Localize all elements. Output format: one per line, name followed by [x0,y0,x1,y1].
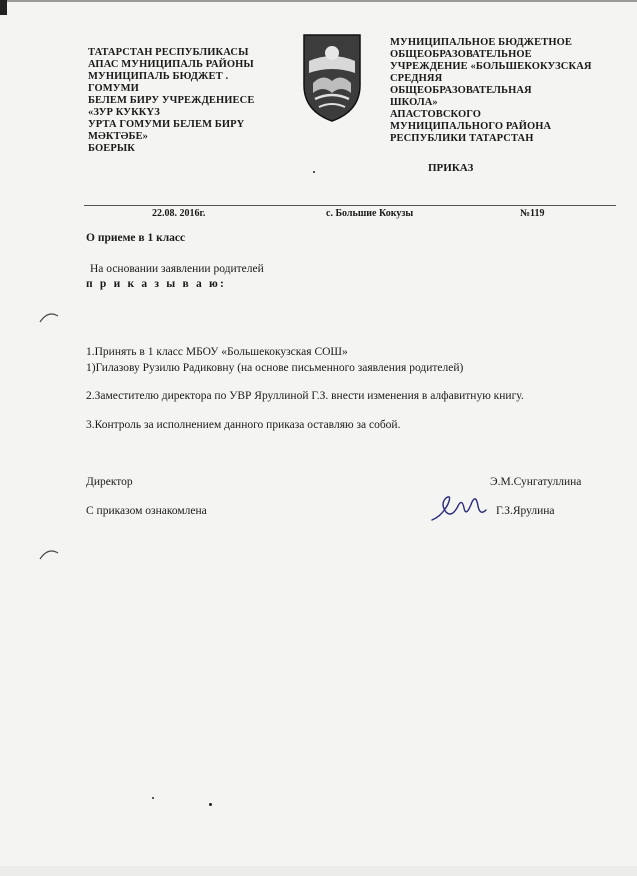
director-label: Директор [86,476,133,488]
header-russian-line: УЧРЕЖДЕНИЕ «БОЛЬШЕКОКУЗСКАЯ [390,61,592,72]
header-tatar [88,47,254,155]
header-tatar-line: ТАТАРСТАН РЕСПУБЛИКАСЫ [88,47,249,58]
scan-corner-mark [0,0,7,15]
order-item-1: 1.Принять в 1 класс МБОУ «Большекокузская СОШ» [86,346,348,358]
scan-speck [313,171,315,173]
header-tatar-line: БЕЛЕМ БИРУ УЧРЕЖДЕНИЕСЕ [88,95,255,106]
scan-speck [152,797,154,799]
header-russian-line: МУНИЦИПАЛЬНОГО РАЙОНА [390,121,552,132]
hole-punch-mark-icon [38,547,60,561]
header-russian-line: СРЕДНЯЯ [390,73,443,84]
acknowledgement-label: С приказом ознакомлена [86,505,207,517]
director-name: Э.М.Сунгатуллина [490,476,582,488]
header-tatar-line: «ЗУР КУККҮЗ [88,107,160,118]
header-tatar-line: МУНИЦИПАЛЬ БЮДЖЕТ . [88,71,229,82]
coat-of-arms-icon [301,33,363,123]
header-russian-line: МУНИЦИПАЛЬНОЕ БЮДЖЕТНОЕ [390,37,572,48]
order-date: 22.08. 2016г. [152,208,206,219]
handwritten-signature-icon [428,490,490,528]
header-russian [390,37,592,145]
header-russian-line: ШКОЛА» [390,97,438,108]
order-basis: На основании заявлении родителей [90,263,264,275]
scan-top-edge [0,0,637,2]
order-heading: ПРИКАЗ [428,162,474,174]
header-tatar-line: БОЕРЫК [88,143,135,154]
order-number: №119 [520,208,545,219]
order-item-3: 3.Контроль за исполнением данного приказа оставляю за собой. [86,419,401,431]
order-item-2: 2.Заместителю директора по УВР Яруллиной Г.З. внести изменения в алфавитную книгу. [86,390,524,402]
scan-speck [209,803,212,806]
header-russian-line: АПАСТОВСКОГО [390,109,482,120]
header-tatar-line: ГОМУМИ [88,83,139,94]
scan-bottom-edge [0,866,637,876]
deputy-name: Г.З.Ярулина [496,505,555,517]
order-place: с. Большие Кокузы [326,208,414,219]
header-tatar-line: МӘКТӘБЕ» [88,131,149,142]
order-item-1-student: 1)Гилазову Рузилю Радиковну (на основе письменного заявления родителей) [86,362,464,374]
header-russian-line: ОБЩЕОБРАЗОВАТЕЛЬНАЯ [390,85,532,96]
header-russian-line: РЕСПУБЛИКИ ТАТАРСТАН [390,133,534,144]
header-tatar-line: УРТА ГОМУМИ БЕЛЕМ БИРҮ [88,119,245,130]
header-tatar-line: АПАС МУНИЦИПАЛЬ РАЙОНЫ [88,59,254,70]
header-divider [84,205,616,206]
header-russian-line: ОБЩЕОБРАЗОВАТЕЛЬНОЕ [390,49,532,60]
order-decree: п р и к а з ы в а ю: [86,278,227,290]
hole-punch-mark-icon [38,310,60,324]
order-subject: О приеме в 1 класс [86,232,186,244]
